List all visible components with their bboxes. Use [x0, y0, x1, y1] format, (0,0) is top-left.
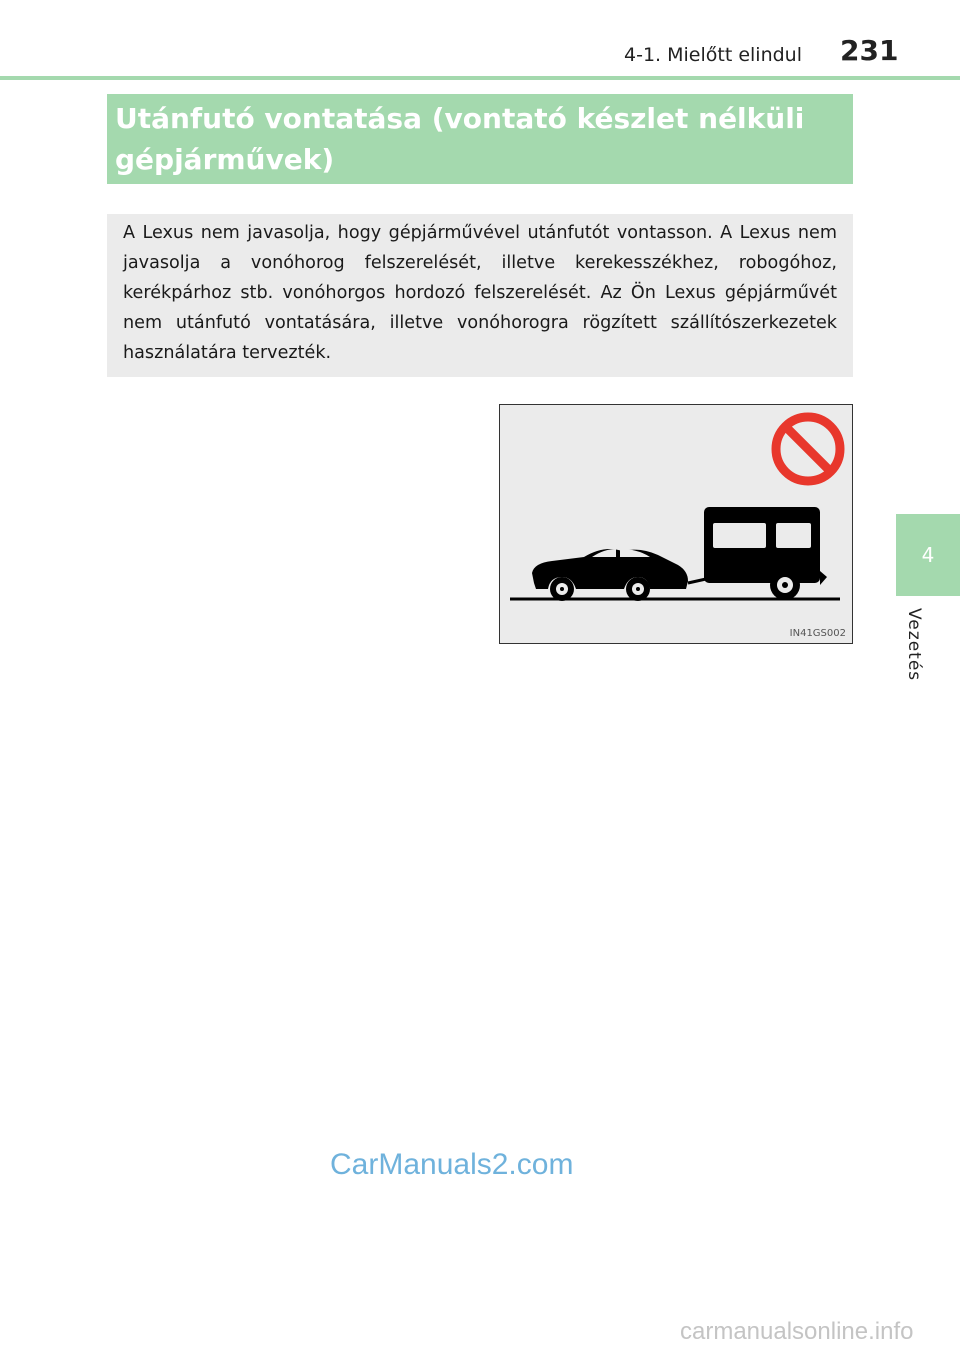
illustration — [500, 405, 854, 645]
section-title-bar — [107, 94, 853, 184]
header-section-title: 4-1. Mielőtt elindul — [624, 44, 802, 66]
intro-box — [107, 214, 853, 377]
figure-code: IN41GS002 — [789, 628, 846, 639]
page-number: 231 — [840, 34, 899, 67]
chapter-label: Vezetés — [904, 608, 924, 682]
chapter-tab — [896, 514, 960, 596]
watermark-carmanualsonline[interactable]: carmanualsonline.info — [680, 1318, 914, 1345]
intro-text: A Lexus nem javasolja, hogy gépjárművével utánfutót vontasson. A Lexus nem javasolja a vonóhorog felszerelését, illetve kerekesszékhez, robogóhoz, kerékpárhoz stb. vonóhorgos hordozó felszerelését. Az Ön Lexus gépjárművét nem utánfutó vontatására, illetve vonóhorogra rögzített szállítószerkezetek használatára tervezték. — [123, 223, 837, 363]
car-icon — [532, 549, 688, 601]
prohibition-icon — [776, 417, 840, 481]
section-title — [115, 98, 845, 180]
section-title-line-1: Utánfutó vontatása (vontató készlet nélküli — [115, 102, 805, 135]
trailer-icon — [688, 507, 827, 600]
header-rule — [0, 76, 960, 80]
chapter-number: 4 — [921, 543, 935, 567]
illustration-figure — [499, 404, 853, 644]
watermark-carmanuals2[interactable]: CarManuals2.com — [330, 1148, 574, 1181]
section-title-line-2: gépjárművek) — [115, 143, 335, 176]
